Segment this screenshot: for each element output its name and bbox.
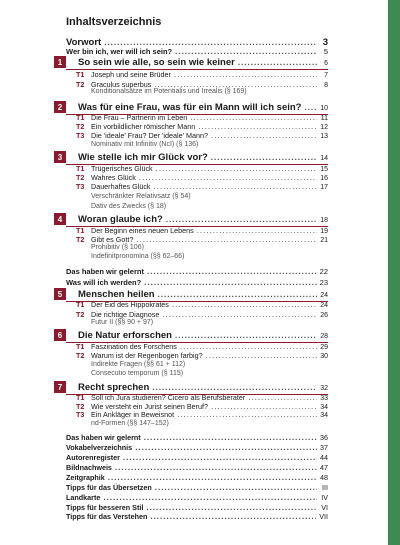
page-number: 32	[320, 385, 328, 392]
dot-leader	[211, 154, 317, 162]
toc-chapter-entry[interactable]	[57, 102, 328, 113]
section-code: T1	[76, 70, 85, 79]
toc-entry-label: Die 'ideale' Frau? Der 'ideale' Mann?	[91, 131, 208, 140]
toc-entry-label: Gibt es Gott?	[91, 235, 134, 244]
section-code: T2	[76, 122, 85, 131]
toc-entry-label: So sein wie alle, so sein wie keiner	[78, 57, 235, 68]
chapter-number-badge: 4	[54, 213, 66, 225]
section-code: T1	[76, 113, 85, 122]
toc-entry-label: Bildnachweis	[66, 463, 112, 472]
toc-grammar-note[interactable]	[66, 88, 328, 97]
dot-leader	[172, 301, 317, 309]
toc-entry-label: Warum ist der Regenbogen farbig?	[91, 351, 203, 360]
toc-grammar-note[interactable]	[66, 193, 328, 202]
toc-entry-label: Soll ich Jura studieren? Cicero als Berufsberater	[91, 393, 246, 402]
page-number: 11	[320, 115, 328, 122]
toc-entry-label: Recht sprechen	[78, 382, 150, 393]
page-number: VI	[321, 503, 328, 512]
dot-leader	[198, 123, 317, 131]
page-number: 22	[319, 267, 328, 276]
toc-grammar-note[interactable]	[66, 361, 328, 370]
toc-entry-label: Tipps für das Verstehen	[66, 512, 148, 521]
toc-chapter-entry[interactable]	[57, 57, 328, 68]
page-number: 17	[320, 184, 328, 191]
dot-leader	[166, 216, 317, 224]
toc-entry-label: Was für eine Frau, was für ein Mann will ich sein?	[78, 102, 302, 113]
section-code: T2	[76, 351, 85, 360]
dot-leader	[139, 174, 317, 182]
dot-leader	[152, 384, 317, 392]
toc-grammar-note[interactable]	[66, 253, 328, 262]
page-number: 34	[320, 412, 328, 419]
section-code: T2	[76, 80, 85, 89]
toc-entry-label: Wie versteht ein Jurist seinen Beruf?	[91, 402, 209, 411]
toc-grammar-note[interactable]	[66, 420, 328, 429]
chapter-number-badge: 6	[54, 329, 66, 341]
toc-chapter-entry[interactable]	[57, 382, 328, 393]
toc-entry-label: Consecutio temporum (§ 115)	[91, 370, 184, 377]
page-number: 19	[320, 228, 328, 235]
dot-leader	[162, 311, 317, 319]
dot-leader	[115, 464, 317, 472]
toc-entry-label: Der Eid des Hippokrates	[91, 300, 169, 309]
toc-entry-label: Nominativ mit Infinitiv (NcI) (§ 136)	[91, 141, 199, 148]
dot-leader	[150, 513, 316, 521]
toc-grammar-note[interactable]	[66, 244, 328, 253]
section-code: T2	[76, 235, 85, 244]
toc-entry-label: Konditionalsätze im Potentialis und Irrealis (§ 169)	[91, 88, 247, 95]
dot-leader	[180, 343, 317, 351]
toc-entry-label: Wie stelle ich mir Glück vor?	[78, 152, 208, 163]
page-number: 3	[322, 37, 328, 48]
dot-leader	[175, 48, 317, 56]
dot-leader	[147, 268, 317, 276]
toc-entry-label: Indirekte Fragen (§§ 61 + 112)	[91, 361, 186, 368]
chapter-number-badge: 5	[54, 288, 66, 300]
dot-leader	[103, 494, 317, 502]
dot-leader	[197, 227, 317, 235]
dot-leader	[175, 332, 317, 340]
page-number: 16	[320, 175, 328, 182]
toc-grammar-note[interactable]	[66, 203, 328, 212]
page-number: 34	[320, 404, 328, 411]
page-number: 8	[324, 82, 328, 89]
toc-entry-label: Dauerhaftes Glück	[91, 182, 151, 191]
toc-entry[interactable]	[66, 278, 328, 289]
toc-entry-label: Zeitgraphik	[66, 473, 105, 482]
chapter-number-badge: 2	[54, 101, 66, 113]
section-code: T1	[76, 342, 85, 351]
page-number: 29	[320, 344, 328, 351]
toc-grammar-note[interactable]	[66, 370, 328, 379]
section-code: T1	[76, 300, 85, 309]
page-number: 21	[320, 237, 328, 244]
toc-entry-label: Futur II (§§ 90 + 97)	[91, 319, 154, 326]
dot-leader	[155, 484, 317, 492]
section-code: T2	[76, 173, 85, 182]
toc-entry-label: Die Frau – Partnerin im Leben	[91, 113, 188, 122]
page-number: 12	[320, 124, 328, 131]
toc-entry-label: Woran glaube ich?	[78, 214, 163, 225]
page-number: III	[322, 483, 328, 492]
toc-entry-label: Die Natur erforschen	[78, 330, 172, 341]
dot-leader	[211, 132, 317, 140]
toc-entry-label: Ein vorbildlicher römischer Mann	[91, 122, 196, 131]
dot-leader	[144, 279, 317, 287]
toc-title: Inhaltsverzeichnis	[66, 16, 162, 28]
toc-grammar-note[interactable]	[66, 141, 328, 150]
page-number: 5	[323, 47, 328, 56]
toc-entry-label: Der Beginn eines neuen Lebens	[91, 226, 194, 235]
page-number: 33	[320, 395, 328, 402]
page-edge-stripe	[388, 0, 400, 545]
page-number: 13	[320, 133, 328, 140]
page-number: 7	[324, 72, 328, 79]
dot-leader	[174, 71, 317, 79]
section-code: T3	[76, 131, 85, 140]
section-code: T2	[76, 402, 85, 411]
page-number: 23	[319, 278, 328, 287]
toc-entry-label: Die richtige Diagnose	[91, 310, 160, 319]
dot-leader	[135, 444, 317, 452]
toc-chapter-entry[interactable]	[57, 289, 328, 300]
dot-leader	[248, 394, 317, 402]
toc-chapter-entry[interactable]	[57, 152, 328, 163]
toc-grammar-note[interactable]	[66, 319, 328, 328]
toc-entry-label: Wahres Glück	[91, 173, 136, 182]
page-number: 37	[320, 443, 328, 452]
toc-entry-label: Autorenregister	[66, 453, 120, 462]
section-code: T1	[76, 393, 85, 402]
page-number: 15	[320, 166, 328, 173]
section-code: T1	[76, 164, 85, 173]
dot-leader	[123, 454, 317, 462]
toc-entry-label: Vokabelverzeichnis	[66, 443, 133, 452]
page-number: 6	[324, 60, 328, 67]
page-number: 30	[320, 353, 328, 360]
toc-entry-label: Trügerisches Glück	[91, 164, 153, 173]
toc-chapter-entry[interactable]	[57, 214, 328, 225]
page-number: 48	[320, 473, 328, 482]
toc-entry[interactable]	[66, 512, 328, 523]
toc-entry-label: Prohibitiv (§ 106)	[91, 244, 144, 251]
chapter-number-badge: 7	[54, 381, 66, 393]
page-number: 44	[320, 453, 328, 462]
dot-leader	[108, 474, 317, 482]
toc-entry[interactable]	[66, 182, 328, 193]
toc-entry-label: Graculus superbus	[91, 80, 152, 89]
section-code: T3	[76, 410, 85, 419]
toc-entry-label: Menschen heilen	[78, 289, 155, 300]
chapter-number-badge: 3	[54, 151, 66, 163]
toc-entry-label: Faszination des Forschens	[91, 342, 177, 351]
dot-leader	[154, 183, 317, 191]
page-number: 18	[320, 217, 328, 224]
dot-leader	[136, 236, 317, 244]
page-number: VII	[319, 512, 328, 521]
toc-chapter-entry[interactable]	[57, 330, 328, 341]
dot-leader	[146, 504, 317, 512]
toc-entry-label: Tipps für das Übersetzen	[66, 483, 152, 492]
section-code: T1	[76, 226, 85, 235]
page-number: 24	[320, 292, 328, 299]
dot-leader	[238, 59, 317, 67]
page-number: 10	[320, 105, 328, 112]
dot-leader	[158, 291, 317, 299]
page-number: 28	[320, 333, 328, 340]
chapter-number-badge: 1	[54, 56, 66, 68]
toc-entry[interactable]	[66, 267, 328, 278]
page-number: 36	[320, 433, 328, 442]
section-code: T3	[76, 182, 85, 191]
page-number: IV	[321, 493, 328, 502]
section-code: T2	[76, 310, 85, 319]
toc-entry-label: nd-Formen (§§ 147–152)	[91, 420, 169, 427]
toc-entry-label: Dativ des Zwecks (§ 18)	[91, 203, 167, 210]
dot-leader	[104, 39, 317, 47]
toc-entry-label: Ein Ankläger in Beweisnot	[91, 410, 175, 419]
page-number: 47	[320, 463, 328, 472]
toc-entry-label: Was will ich werden?	[66, 278, 142, 287]
toc-entry-label: Tipps für besseren Stil	[66, 503, 144, 512]
toc-entry-label: Vorwort	[66, 37, 102, 48]
dot-leader	[206, 352, 317, 360]
page-number: 14	[320, 155, 328, 162]
toc-entry-label: Landkarte	[66, 493, 101, 502]
toc-entry-label: Indefinitpronomina (§§ 62–66)	[91, 253, 185, 260]
toc-entry-label: Verschränkter Relativsatz (§ 54)	[91, 193, 191, 200]
page-number: 24	[320, 302, 328, 309]
page-number: 26	[320, 312, 328, 319]
toc-entry-label: Das haben wir gelernt	[66, 433, 141, 442]
dot-leader	[304, 104, 317, 112]
dot-leader	[177, 411, 317, 419]
toc-entry-label: Joseph und seine Brüder	[91, 70, 171, 79]
dot-leader	[156, 165, 317, 173]
dot-leader	[190, 114, 317, 122]
dot-leader	[144, 434, 317, 442]
toc-entry-label: Wer bin ich, wer will ich sein?	[66, 47, 173, 56]
toc-entry-label: Das haben wir gelernt	[66, 267, 144, 276]
